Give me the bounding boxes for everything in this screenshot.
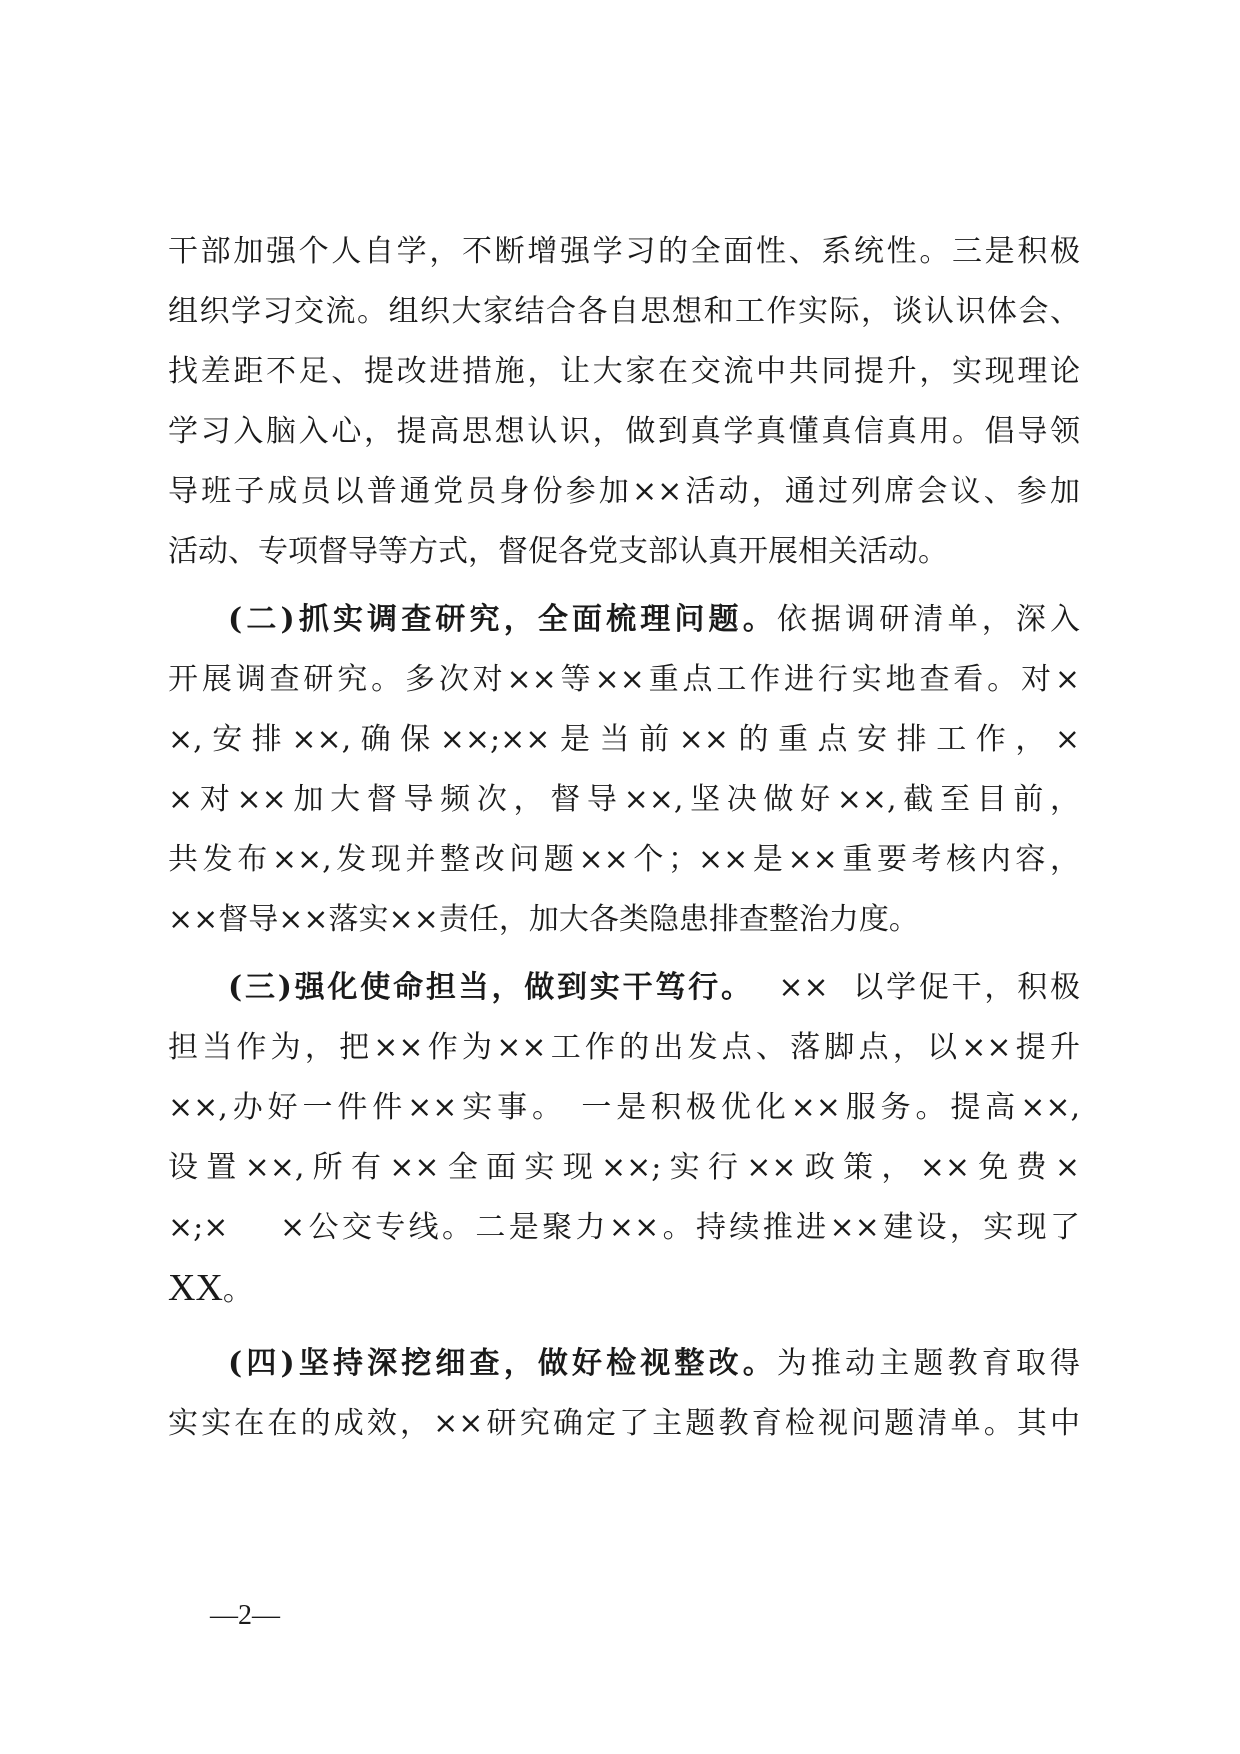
paragraph-line: 找差距不足、提改进措施，让大家在交流中共同提升，实现理论 <box>168 354 1080 389</box>
section-heading: (四)坚持深挖细查，做好检视整改。 <box>228 1346 777 1381</box>
section-first-line <box>228 1338 1080 1390</box>
section-text: 依据调研清单，深入 <box>776 602 1080 637</box>
paragraph-line: 共发布××,发现并整改问题××个；××是××重要考核内容， <box>168 842 1080 877</box>
section-first-line <box>228 594 1080 646</box>
section-text: 。 <box>222 1273 253 1308</box>
section-heading: (三)强化使命担当，做到实干笃行。 <box>228 970 754 1005</box>
paragraph-line <box>168 1262 1080 1314</box>
section-text: 为推动主题教育取得 <box>776 1346 1080 1381</box>
paragraph-line: 导班子成员以普通党员身份参加××活动，通过列席会议、参加 <box>168 474 1080 509</box>
paragraph-line: 学习入脑入心，提高思想认识，做到真学真懂真信真用。倡导领 <box>168 414 1080 449</box>
paragraph-line: 组织学习交流。组织大家结合各自思想和工作实际，谈认识体会、 <box>168 294 1080 329</box>
section-text: ×× 以学促干，积极 <box>753 970 1080 1005</box>
paragraph-line: 干部加强个人自学，不断增强学习的全面性、系统性。三是积极 <box>168 234 1080 269</box>
paragraph-line: 实实在在的成效，××研究确定了主题教育检视问题清单。其中 <box>168 1406 1080 1441</box>
page-number: —2— <box>210 1600 280 1631</box>
paragraph-line: ×;× ×公交专线。二是聚力××。持续推进××建设，实现了 <box>168 1210 1080 1245</box>
paragraph-line: ××督导××落实××责任，加大各类隐患排查整治力度。 <box>168 902 919 937</box>
paragraph-line: ××,办好一件件××实事。 一是积极优化××服务。提高××, <box>168 1090 1080 1125</box>
paragraph-line: ×对××加大督导频次，督导××,坚决做好××,截至目前， <box>168 782 1080 817</box>
section-first-line <box>228 962 1080 1014</box>
paragraph-line: 开展调查研究。多次对××等××重点工作进行实地查看。对× <box>168 662 1080 697</box>
paragraph-line: 担当作为，把××作为××工作的出发点、落脚点，以××提升 <box>168 1030 1080 1065</box>
paragraph-line: 活动、专项督导等方式，督促各党支部认真开展相关活动。 <box>168 534 948 569</box>
xx-placeholder: XX <box>168 1267 223 1309</box>
section-heading: (二)抓实调查研究，全面梳理问题。 <box>228 602 777 637</box>
paragraph-line: 设置××,所有××全面实现××;实行××政策，××免费× <box>168 1150 1080 1185</box>
paragraph-line: ×,安排××,确保××;××是当前××的重点安排工作，× <box>168 722 1080 757</box>
